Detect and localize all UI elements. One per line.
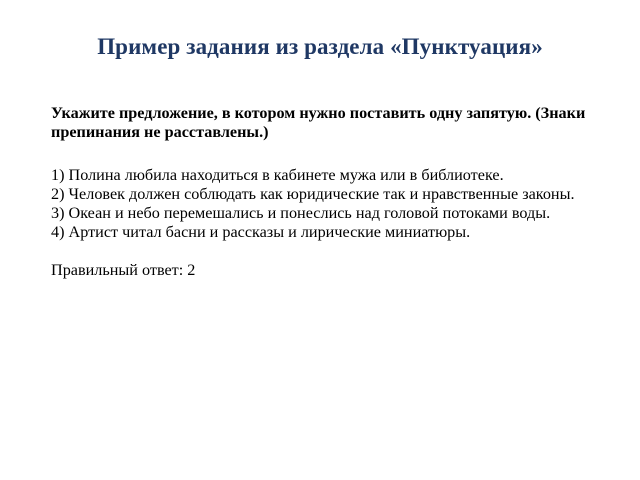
correct-answer: Правильный ответ: 2 bbox=[51, 261, 196, 279]
slide-content bbox=[51, 104, 589, 280]
option-2: 2) Человек должен соблюдать как юридические так и нравственные законы. bbox=[51, 185, 575, 203]
slide-title: Пример задания из раздела «Пунктуация» bbox=[97, 34, 543, 59]
answer-options bbox=[51, 166, 589, 242]
option-4: 4) Артист читал басни и рассказы и лирические миниатюры. bbox=[51, 223, 471, 241]
option-1: 1) Полина любила находиться в кабинете мужа или в библиотеке. bbox=[51, 166, 504, 184]
task-question: Укажите предложение, в котором нужно поставить одну запятую. (Знаки препинания не расставлены.) bbox=[51, 104, 586, 141]
option-3: 3) Океан и небо перемешались и понеслись над головой потоками воды. bbox=[51, 204, 551, 222]
